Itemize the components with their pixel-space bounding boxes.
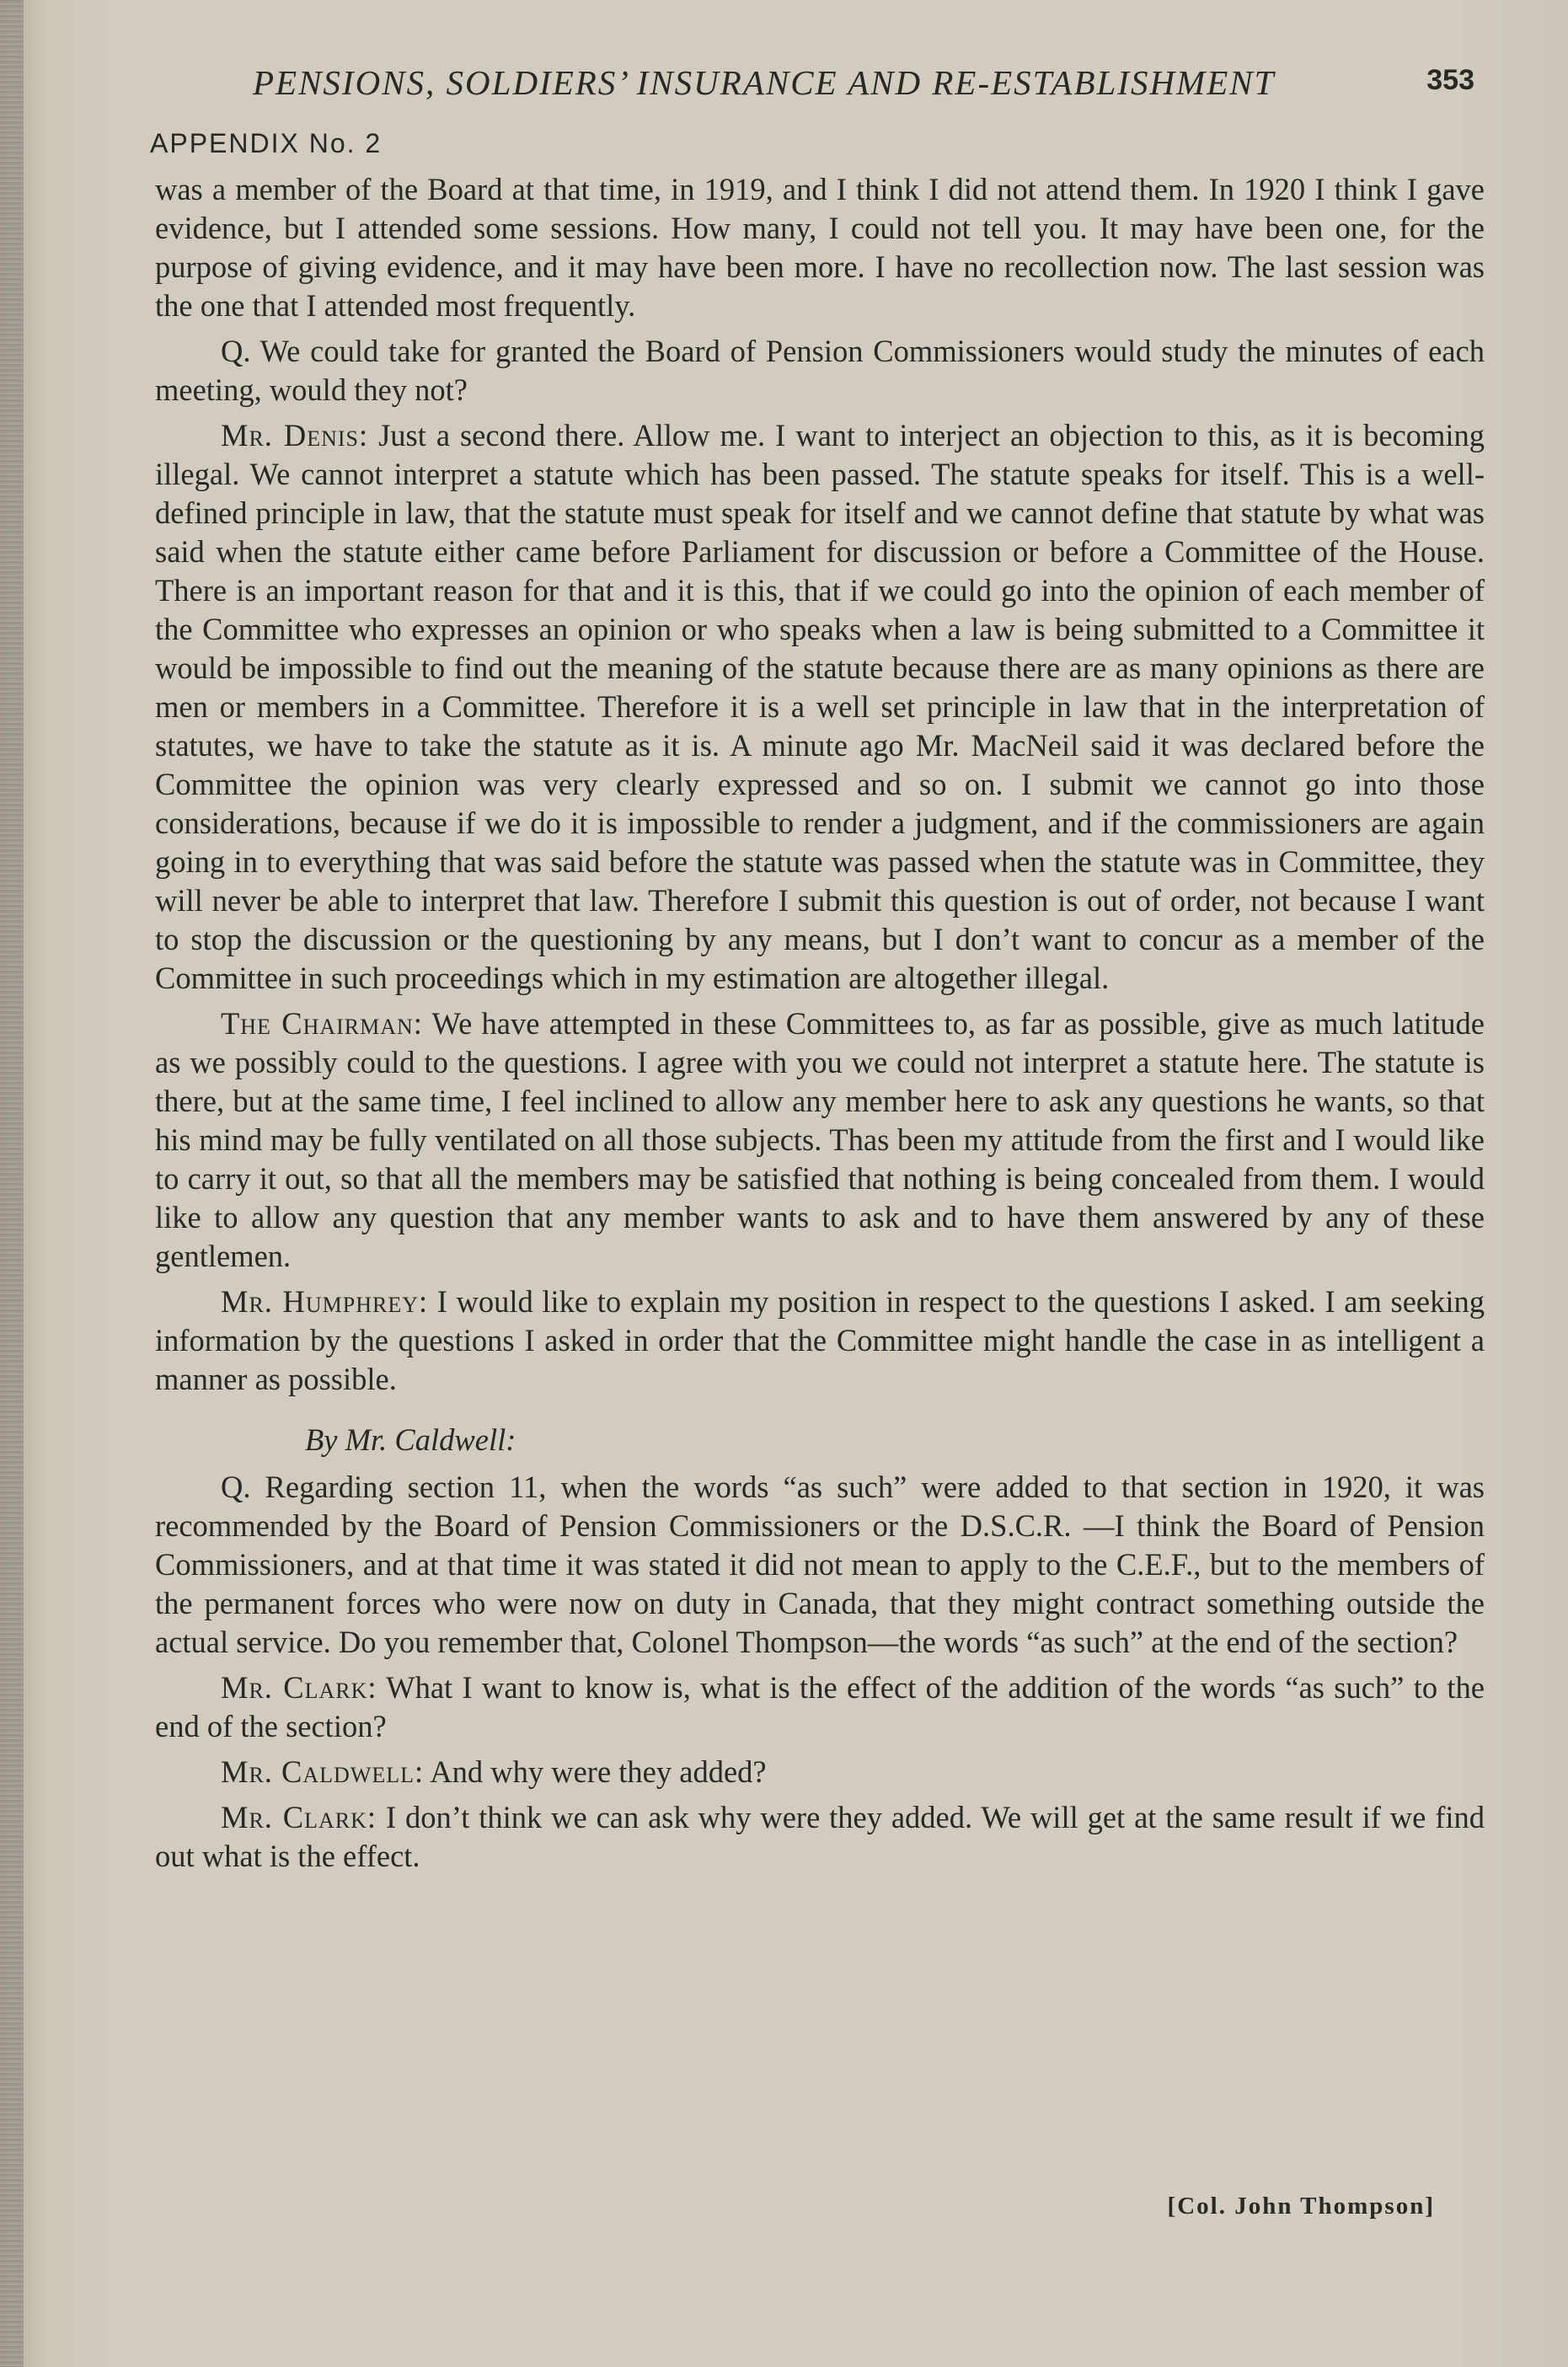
speech-text: I don’t think we can ask why were they added. We will get at the same result if we find out what is the effect. xyxy=(155,1800,1485,1873)
examiner-byline: By Mr. Caldwell: xyxy=(305,1422,516,1457)
paragraph xyxy=(155,416,1485,998)
paragraph xyxy=(155,1668,1485,1746)
paragraph xyxy=(155,1798,1485,1876)
speaker-name: Mr. Caldwell: xyxy=(221,1754,425,1789)
speech-text: And why were they added? xyxy=(430,1754,767,1789)
page-header xyxy=(253,62,1474,113)
paragraph xyxy=(155,1283,1485,1399)
appendix-label: APPENDIX No. 2 xyxy=(150,128,383,158)
speaker-name: Mr. Humphrey: xyxy=(221,1284,429,1319)
witness-label: [Col. John Thompson] xyxy=(1167,2193,1435,2220)
paragraph xyxy=(155,1004,1485,1276)
running-head: PENSIONS, SOLDIERS’ INSURANCE AND RE-ESTABLISHMENT xyxy=(253,63,1276,102)
speaker-name: The Chairman: xyxy=(221,1006,423,1041)
paragraph: Q. We could take for granted the Board of Pension Commissioners would study the minutes of each meeting, would they not? xyxy=(155,334,1485,407)
speech-text: I would like to explain my position in respect to the questions I asked. I am seeking information by the questions I asked in order that the Committee might handle the case in as intelligent a manner as possible. xyxy=(155,1284,1485,1396)
page-binding-edge xyxy=(0,0,24,2367)
speaker-name: Mr. Clark: xyxy=(221,1800,377,1834)
speech-text: Just a second there. Allow me. I want to interject an objection to this, as it is becoming illegal. We cannot interpret a statute which has been passed. The statute speaks for itself. This is a well-defined principle in law, that the statute must speak for itself and we cannot define that statute by what was said when the statute either came before Parliament for discussion or before a Committee of the House. There is an important reason for that and it is this, that if we could go into the opinion of each member of the Committee who expresses an opinion or who speaks when a law is being submitted to a Committee it would be impossible to find out the meaning of the statute because there are as many opinions as there are men or members in a Committee. Therefore it is a well set principle in law that in the interpretation of statutes, we have to take the statute as it is. A minute ago Mr. MacNeil said it was declared before the Committee the opinion was very clearly expressed and so on. I submit we cannot go into those considerations, because if we do it is impossible to render a judgment, and if the commissioners are again going in to everything that was said before the statute was passed when the statute was in Committee, they will never be able to interpret that law. Therefore I submit this question is out of order, not because I want to stop the discussion or the questioning by any means, but I don’t want to concur as a member of the Committee in such proceedings which in my estimation are altogether illegal. xyxy=(155,418,1485,995)
speech-text: What I want to know is, what is the effect of the addition of the words “as such” to the end of the section? xyxy=(155,1670,1485,1743)
speech-text: We have attempted in these Committees to, as far as possible, give as much latitude as we possibly could to the questions. I agree with you we could not interpret a statute here. The statute is there, but at the same time, I feel inclined to allow any member here to ask any questions he wants, so that his mind may be fully ventilated on all those subjects. Thas been my attitude from the first and I would like to carry it out, so that all the members may be satisfied that nothing is being concealed from them. I would like to allow any question that any member wants to ask and to have them answered by any of these gentlemen. xyxy=(155,1006,1485,1273)
body-text xyxy=(155,170,1485,1882)
paragraph xyxy=(155,1753,1485,1791)
paragraph: Q. Regarding section 11, when the words “as such” were added to that section in 1920, it was recommended by the Board of Pension Commissioners or the D.S.C.R. —I think the Board of Pension Commissioners, and at that time it was stated it did not mean to apply to the C.E.F., but to the members of the permanent forces who were now on duty in Canada, that they might contract something outside the actual service. Do you remember that, Colonel Thompson—the words “as such” at the end of the section? xyxy=(155,1470,1485,1659)
speaker-name: Mr. Denis: xyxy=(221,418,369,453)
page-number: 353 xyxy=(1426,64,1474,96)
paragraph: was a member of the Board at that time, in 1919, and I think I did not attend them. In 1920 I think I gave evidence, but I attended some sessions. How many, I could not tell you. It may have been one, for the purpose of giving evidence, and it may have been more. I have no recollection now. The last session was the one that I attended most frequently. xyxy=(155,172,1485,323)
speaker-name: Mr. Clark: xyxy=(221,1670,377,1705)
